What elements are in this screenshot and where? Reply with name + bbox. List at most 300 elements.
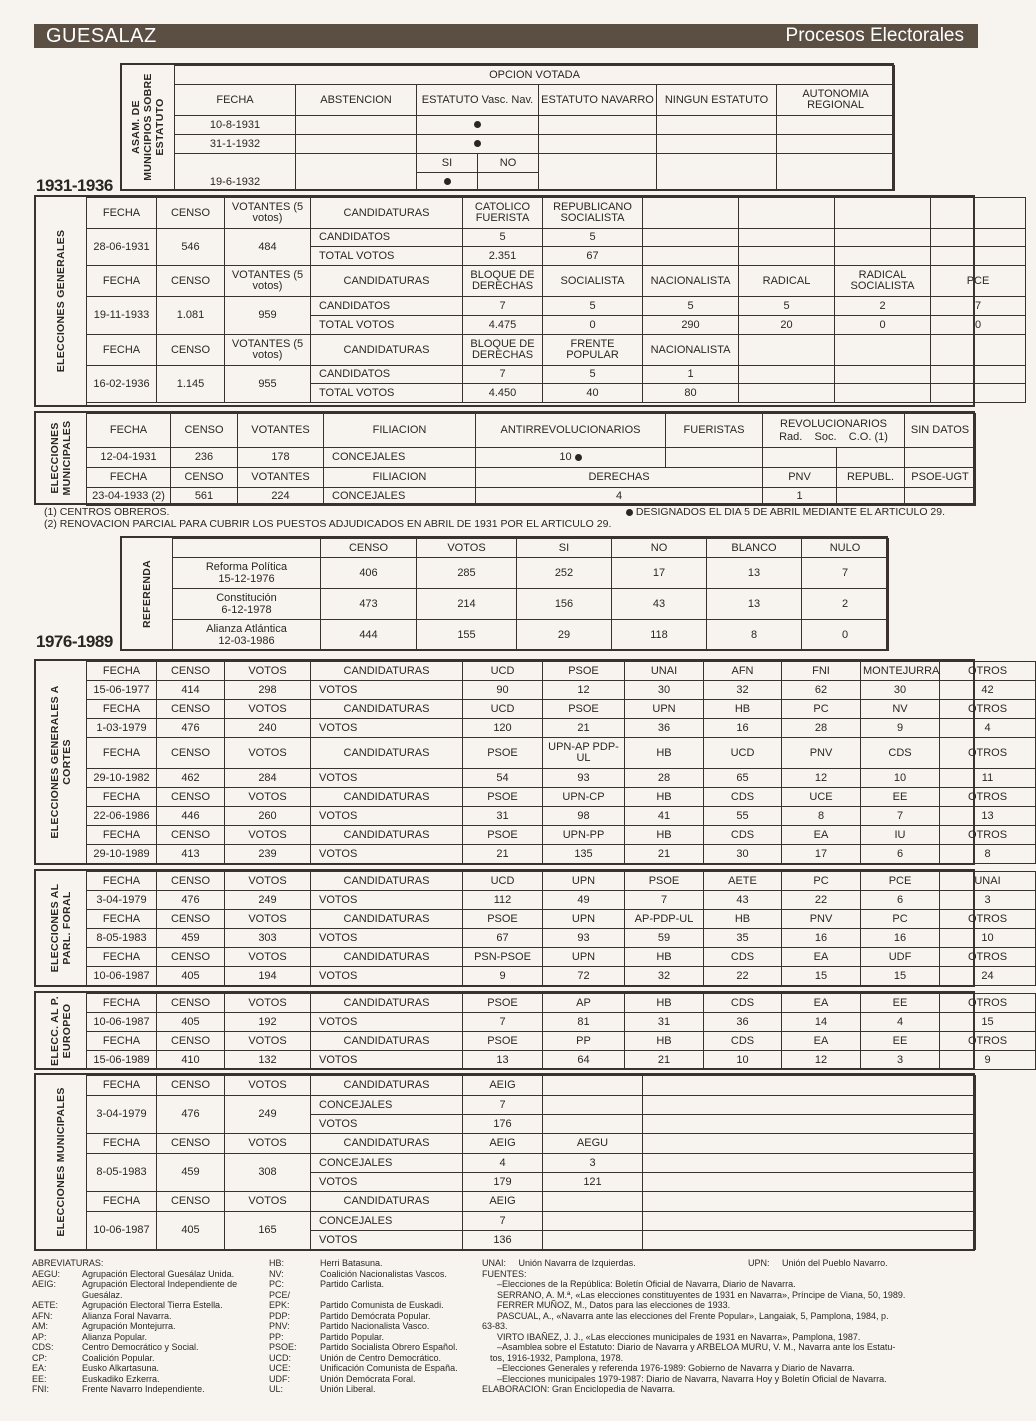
asamblea-block (120, 63, 894, 191)
value-cell: 476 (157, 891, 225, 910)
date-cell: 29-10-1982 (87, 769, 157, 788)
bullet-icon (444, 178, 451, 185)
epe-table (86, 993, 1036, 1070)
col-header: PP (543, 1032, 625, 1051)
col-header: FUERISTAS (666, 414, 763, 448)
value-cell: 7 (463, 297, 543, 316)
abbrev-desc: Coalición Nacionalistas Vascos. (320, 1268, 447, 1279)
value-cell: 4 (463, 1154, 543, 1173)
value-cell: 43 (704, 891, 782, 910)
epe-side-label: ELECC. AL P. EUROPEO (36, 993, 87, 1068)
value-cell: 476 (157, 719, 225, 738)
value-cell: 41 (625, 807, 704, 826)
value-cell: 252 (517, 558, 612, 589)
col-header: VOTANTES (238, 414, 324, 448)
col-header: CANDIDATURAS (311, 910, 463, 929)
value-cell: 413 (157, 845, 225, 864)
col-header: HB (625, 1032, 704, 1051)
col-header: PSOE (463, 994, 543, 1013)
col-header: FECHA (87, 468, 171, 488)
referendum-date: 6-12-1978 (221, 604, 272, 616)
municipales-1979-block (34, 1073, 975, 1251)
abbrev-desc: Partido Carlista. (320, 1279, 385, 1289)
value-cell: 10 (476, 448, 666, 468)
value-cell (835, 247, 931, 266)
col-header: CENSO (321, 539, 417, 558)
col-header: VOTANTES (5 votos) (225, 266, 311, 297)
col-header: FECHA (87, 700, 157, 719)
abbrev-desc: Alianza Foral Navarra. (82, 1310, 172, 1321)
value-cell: 7 (463, 366, 543, 384)
abbrev-desc: Partido Nacionalista Vasco. (320, 1321, 430, 1331)
date-cell: 22-06-1986 (87, 807, 157, 826)
row-label: VOTOS (311, 891, 463, 910)
abbrev-code: AFN: (32, 1310, 53, 1321)
col-header: CANDIDATURAS (311, 700, 463, 719)
value-cell: 22 (704, 967, 782, 986)
abbrev-desc: Coalición Popular. (82, 1352, 155, 1363)
col-header: VOTOS (225, 1076, 311, 1096)
col-header: RADICAL (739, 266, 835, 297)
col-header: HB (625, 738, 704, 769)
abbrev-code: PSOE: (269, 1342, 297, 1352)
date-cell: 10-06-1987 (87, 967, 157, 986)
referenda-side-label: REFERENDA (122, 538, 173, 649)
col-header: PC (782, 872, 861, 891)
abbrev-desc: Agrupación Electoral Tierra Estella. (82, 1300, 223, 1310)
col-header: CENSO (157, 948, 225, 967)
col-header: CANDIDATURAS (311, 1032, 463, 1051)
col-header: FECHA (87, 414, 171, 448)
value-cell: 93 (543, 769, 625, 788)
abbrev-code: CP: (32, 1352, 48, 1363)
col-header: NACIONALISTA (643, 266, 739, 297)
value-cell: 15 (782, 967, 861, 986)
value-cell: 5 (543, 297, 643, 316)
value-cell: 35 (704, 929, 782, 948)
asamblea-table (174, 65, 895, 191)
abbrev-desc: Agrupación Electoral Guesálaz Unida. (82, 1268, 235, 1279)
value-cell: 112 (463, 891, 543, 910)
value-cell: 81 (543, 1013, 625, 1032)
value-cell: 5 (543, 366, 643, 384)
abbrev-code: UDF: (269, 1373, 290, 1384)
value-cell (931, 247, 1026, 266)
value-cell: 303 (225, 929, 311, 948)
col-header: PCE (861, 872, 940, 891)
date-cell: 1-03-1979 (87, 719, 157, 738)
abbrev-code: UL: (269, 1384, 284, 1394)
col-header: CENSO (157, 1032, 225, 1051)
col-header: VOTANTES (238, 468, 324, 488)
value-cell: 21 (543, 719, 625, 738)
value-cell (739, 247, 835, 266)
fuente-line: –Elecciones de la República: Boletín Oficial de Navarra, Diario de Navarra. (497, 1279, 796, 1289)
footnote-1: (1) CENTROS OBREROS. (44, 506, 170, 518)
value-cell: 120 (463, 719, 543, 738)
col-header: PSOE (463, 788, 543, 807)
col-header: UPN-PP (543, 826, 625, 845)
col-header: EA (782, 1032, 861, 1051)
value-cell: 16 (861, 929, 940, 948)
value-cell (543, 1096, 643, 1115)
value-cell: 405 (157, 967, 225, 986)
col-header: CDS (704, 826, 782, 845)
value-cell: 2 (835, 297, 931, 316)
col-header: VOTOS (417, 539, 517, 558)
col-header: NV (861, 700, 940, 719)
abbrev-desc: Unión Liberal. (320, 1384, 376, 1394)
value-cell: 15 (861, 967, 940, 986)
col-header: ANTIRREVOLUCIONARIOS (476, 414, 666, 448)
value-cell: 239 (225, 845, 311, 864)
em79-side-label: ELECCIONES MUNICIPALES (36, 1075, 87, 1249)
col-header (835, 198, 931, 229)
value-cell: 7 (931, 297, 1026, 316)
fuente-line: SERRANO, A. M.ª, «Las elecciones constituyentes de 1931 en Navarra», Príncipe de Viana, 50, 1989. (497, 1289, 906, 1300)
col-header: OTROS (940, 948, 1036, 967)
abbrev-code: PP: (269, 1331, 284, 1342)
value-cell: 405 (157, 1212, 225, 1250)
abbrev-desc: Partido Demócrata Popular. (320, 1310, 431, 1321)
date-cell: 31-1-1932 (175, 135, 296, 154)
row-label: VOTOS (311, 845, 463, 864)
abbrev-code: PNV: (269, 1321, 290, 1331)
value-cell: 224 (238, 488, 324, 506)
col-header: FECHA (87, 1032, 157, 1051)
abbrev-code: FNI: (32, 1384, 49, 1394)
abbrev-code: CDS: (32, 1342, 54, 1352)
value-cell: 284 (225, 769, 311, 788)
empty-cell (643, 1231, 976, 1250)
referenda-block (120, 536, 888, 651)
date-cell: 10-06-1987 (87, 1212, 157, 1250)
abbrev-code: PCE/ (269, 1289, 291, 1300)
col-header: CDS (704, 948, 782, 967)
fuente-line: 63-83. (482, 1321, 508, 1331)
value-cell: 955 (225, 366, 311, 403)
row-label: CONCEJALES (324, 448, 476, 468)
col-header: CENSO (157, 910, 225, 929)
col-header: CENSO (157, 994, 225, 1013)
value-cell: 64 (543, 1051, 625, 1070)
p-europeo-block (34, 991, 1008, 1070)
value-cell: 0 (802, 620, 889, 651)
referendum-name (173, 589, 321, 620)
date-cell: 8-05-1983 (87, 929, 157, 948)
col-header: CENSO (157, 198, 225, 229)
value-cell: 4 (476, 488, 763, 506)
col-header: PSOE (543, 700, 625, 719)
col-header: PNV (782, 738, 861, 769)
fuente-line: –Asamblea sobre el Estatuto: Diario de Navarra y ARBELOA MURU, V. M., Navarra ante los Estatu- (497, 1342, 896, 1352)
col-header: CENSO (157, 266, 225, 297)
value-cell: 67 (543, 247, 643, 266)
row-label: VOTOS (311, 1051, 463, 1070)
abbreviations-title: ABREVIATURAS: (32, 1258, 104, 1268)
value-cell (643, 247, 739, 266)
value-cell: 0 (931, 316, 1026, 335)
value-cell: 17 (782, 845, 861, 864)
col-header: VOTANTES (5 votos) (225, 335, 311, 366)
value-cell: 28 (782, 719, 861, 738)
col-header: FRENTE POPULAR (543, 335, 643, 366)
value-cell: 118 (612, 620, 707, 651)
value-cell: 1 (763, 488, 837, 506)
value-cell: 17 (612, 558, 707, 589)
value-cell: 62 (782, 681, 861, 700)
row-label: CONCEJALES (311, 1096, 463, 1115)
col-header: CDS (704, 1032, 782, 1051)
row-label: VOTOS (311, 1115, 463, 1134)
col-header: CENSO (157, 1192, 225, 1212)
fuente-line: FERRER MUÑOZ, M., Datos para las elecciones de 1933. (497, 1300, 731, 1310)
value-cell: 135 (543, 845, 625, 864)
col-header: VOTOS (225, 872, 311, 891)
value-cell: 13 (707, 558, 802, 589)
value-cell: 36 (704, 1013, 782, 1032)
value-cell: 192 (225, 1013, 311, 1032)
row-label: VOTOS (311, 719, 463, 738)
col-header: CANDIDATURAS (311, 1192, 463, 1212)
col-header: VOTOS (225, 788, 311, 807)
value-cell: 459 (157, 1154, 225, 1192)
col-header: UCD (463, 872, 543, 891)
col-header: UPN (543, 910, 625, 929)
abbrev-code: PDP: (269, 1310, 291, 1321)
col-header: SIN DATOS (905, 414, 976, 448)
value-cell: 22 (782, 891, 861, 910)
value-cell: 7 (463, 1013, 543, 1032)
col-header: AUTONOMIA REGIONAL (777, 85, 895, 116)
value-cell: 15 (940, 1013, 1036, 1032)
value-cell: 9 (861, 719, 940, 738)
value-cell: 121 (543, 1173, 643, 1192)
col-header: AP-PDP-UL (625, 910, 704, 929)
value-cell: 459 (157, 929, 225, 948)
col-header (739, 335, 835, 366)
em79-table (86, 1075, 976, 1250)
col-header: HB (625, 788, 704, 807)
col-header: FECHA (87, 266, 157, 297)
col-header: VOTOS (225, 826, 311, 845)
empty-cell (643, 1096, 976, 1115)
col-header: CANDIDATURAS (311, 1134, 463, 1154)
abbrev-code: AETE: (32, 1300, 59, 1310)
value-cell: 136 (463, 1231, 543, 1250)
value-cell: 7 (463, 1212, 543, 1231)
col-header: PNV (782, 910, 861, 929)
col-header: CENSO (157, 738, 225, 769)
fuente-line: PASCUAL, A., «Navarra ante las elecciones del Frente Popular», Langaiak, 5, Pamplona, 1984, p. (497, 1310, 889, 1321)
col-header: ESTATUTO NAVARRO (539, 85, 657, 116)
abbrev-code: AEGU: (32, 1268, 61, 1279)
referenda-table (172, 538, 889, 651)
parl-foral-block (34, 869, 1008, 987)
value-cell: 4 (940, 719, 1036, 738)
col-header: VOTOS (225, 948, 311, 967)
value-cell: 240 (225, 719, 311, 738)
col-header: AEIG (463, 1134, 543, 1154)
col-header: PSOE-UGT (905, 468, 976, 488)
fuente-line: –Elecciones Generales y referenda 1976-1989: Gobierno de Navarra y Diario de Navarra. (497, 1363, 855, 1373)
col-header: AP (543, 994, 625, 1013)
value-cell: 0 (835, 316, 931, 335)
row-label: VOTOS (311, 769, 463, 788)
col-header: VOTOS (225, 738, 311, 769)
value-cell: 2.351 (463, 247, 543, 266)
col-header: FECHA (87, 948, 157, 967)
value-cell: 444 (321, 620, 417, 651)
value-cell: 16 (704, 719, 782, 738)
value-cell (739, 384, 835, 403)
referendum-title: Alianza Atlántica (206, 623, 287, 635)
value-cell: 1 (643, 366, 739, 384)
col-header: PSOE (463, 1032, 543, 1051)
col-header: CENSO (157, 826, 225, 845)
fuente-line: VIRTO IBAÑEZ, J. J., «Las elecciones municipales de 1931 en Navarra», Pamplona, 1987. (497, 1331, 861, 1342)
col-header: CENSO (171, 468, 238, 488)
col-header: CENSO (157, 662, 225, 681)
col-header: UNAI (940, 872, 1036, 891)
egc-table (86, 661, 1036, 864)
abbrev-code: UCD: (269, 1352, 291, 1363)
col-header: OTROS (940, 910, 1036, 929)
abbrev-code: UCE: (269, 1363, 291, 1373)
col-header: BLOQUE DE DERECHAS (463, 335, 543, 366)
col-header: OTROS (940, 738, 1036, 769)
col-header: OTROS (940, 788, 1036, 807)
col-header: FILIACION (324, 414, 476, 448)
col-header: CANDIDATURAS (311, 266, 463, 297)
date-cell: 29-10-1989 (87, 845, 157, 864)
col-header: FECHA (87, 788, 157, 807)
value-cell: 7 (861, 807, 940, 826)
value-cell: 54 (463, 769, 543, 788)
value-cell: 285 (417, 558, 517, 589)
value-cell (643, 229, 739, 247)
value-cell: 20 (739, 316, 835, 335)
col-header: FECHA (87, 335, 157, 366)
col-header: PC (861, 910, 940, 929)
value-cell: 1.145 (157, 366, 225, 403)
col-header: VOTOS (225, 662, 311, 681)
col-header: CENSO (157, 335, 225, 366)
row-label: VOTOS (311, 929, 463, 948)
abbrev-code: HB: (269, 1258, 285, 1268)
col-header: UCD (704, 738, 782, 769)
col-header: CANDIDATURAS (311, 826, 463, 845)
row-label: VOTOS (311, 967, 463, 986)
value-cell: 31 (463, 807, 543, 826)
col-header: BLOQUE DE DERECHAS (463, 266, 543, 297)
row-label: CANDIDATOS (311, 297, 463, 316)
value-cell: 7 (463, 1096, 543, 1115)
value-cell: 42 (940, 681, 1036, 700)
col-header: IU (861, 826, 940, 845)
value-cell: 3 (940, 891, 1036, 910)
value-cell: 8 (782, 807, 861, 826)
col-header: HB (704, 700, 782, 719)
value-cell: 30 (625, 681, 704, 700)
value-cell: 12 (782, 769, 861, 788)
col-header: NINGUN ESTATUTO (657, 85, 777, 116)
referendum-date: 15-12-1976 (218, 573, 275, 585)
no-label: NO (499, 157, 517, 169)
value-cell: 7 (802, 558, 889, 589)
col-header: CDS (704, 994, 782, 1013)
opcion-votada-header: OPCION VOTADA (175, 66, 895, 85)
col-header: AEGU (543, 1134, 643, 1154)
col-header: CENSO (157, 872, 225, 891)
value-cell: 6 (861, 845, 940, 864)
value-cell (931, 366, 1026, 384)
bullet-icon (575, 454, 582, 461)
value-cell: 13 (707, 589, 802, 620)
empty-cell (643, 1076, 976, 1096)
date-cell: 28-06-1931 (87, 229, 157, 266)
col-header: FECHA (87, 826, 157, 845)
abbrev-desc: Agrupación Montejurra. (82, 1321, 176, 1331)
col-header: MONTEJURRA (861, 662, 940, 681)
value-cell: 4 (861, 1013, 940, 1032)
abbrev-code: AM: (32, 1321, 49, 1331)
col-header: FECHA (87, 1076, 157, 1096)
value-cell: 290 (643, 316, 739, 335)
col-header: VOTOS (225, 994, 311, 1013)
section-title: Procesos Electorales (785, 25, 964, 46)
col-header: BLANCO (707, 539, 802, 558)
col-header: NULO (802, 539, 889, 558)
value-cell: 55 (704, 807, 782, 826)
col-header: PSOE (543, 662, 625, 681)
epf-table (86, 871, 1036, 986)
row-label: VOTOS (311, 1013, 463, 1032)
abbrev-code: EE: (32, 1373, 47, 1384)
value-cell: 10 (704, 1051, 782, 1070)
bullet-icon (474, 121, 481, 128)
abbrev-code: AEIG: (32, 1279, 57, 1289)
col-header: UPN-CP (543, 788, 625, 807)
page-header (34, 24, 978, 48)
col-header: UPN (543, 872, 625, 891)
row-label: CONCEJALES (311, 1212, 463, 1231)
col-header: AEIG (463, 1076, 543, 1096)
col-header: REPUBLICANO SOCIALISTA (543, 198, 643, 229)
value-cell: 32 (625, 967, 704, 986)
referendum-name (173, 558, 321, 589)
col-header: CANDIDATURAS (311, 738, 463, 769)
abbrev-desc: Eusko Alkartasuna. (82, 1363, 160, 1373)
abbrev-desc: Partido Socialista Obrero Español. (320, 1342, 458, 1352)
revolucionarios-header: REVOLUCIONARIOS Rad. Soc. C.O. (1) (763, 414, 905, 448)
value-cell: 3 (543, 1154, 643, 1173)
value-cell: 1.081 (157, 297, 225, 335)
value-cell: 12 (782, 1051, 861, 1070)
value-cell: 43 (612, 589, 707, 620)
value-cell: 21 (463, 845, 543, 864)
col-header: FECHA (87, 662, 157, 681)
col-header (931, 335, 1026, 366)
abbrev-code: NV: (269, 1268, 284, 1279)
value-cell: 0 (543, 316, 643, 335)
value-cell: 249 (225, 1096, 311, 1134)
value-cell (931, 229, 1026, 247)
value-cell: 13 (940, 807, 1036, 826)
value-cell: 410 (157, 1051, 225, 1070)
value-cell: 21 (625, 1051, 704, 1070)
period-label-1976: 1976-1989 (36, 632, 113, 651)
